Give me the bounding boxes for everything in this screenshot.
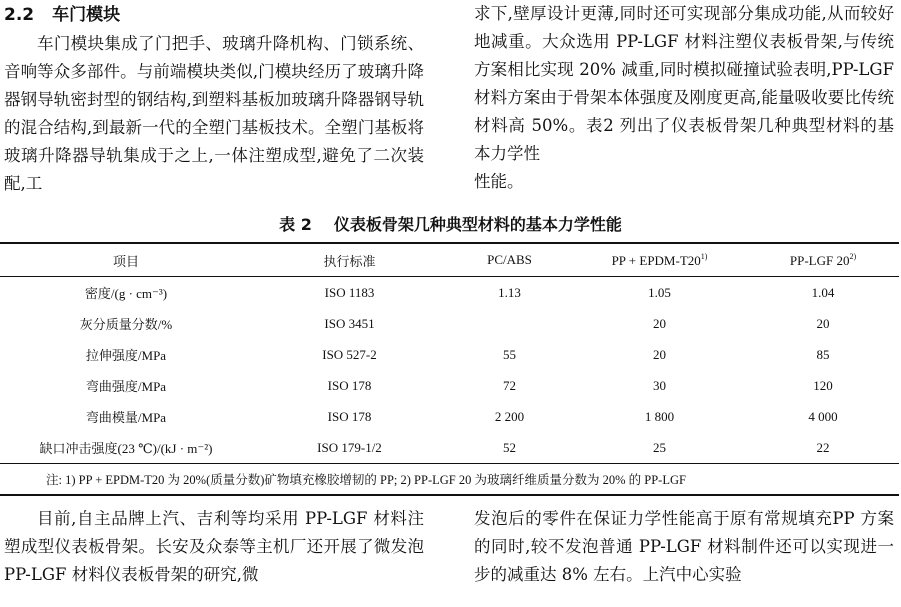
cell-standard: ISO 178 (327, 408, 372, 424)
bottom-right-column (474, 505, 894, 589)
section-title: 车门模块 (52, 5, 121, 25)
table-row (0, 339, 899, 370)
table-header-row (0, 243, 899, 277)
header-pplgf: PP-LGF 20$^{2)}$ (747, 243, 899, 277)
cell-item: 缺口冲击强度(23 ℃)/(kJ · m⁻²) (0, 432, 252, 464)
materials-table (0, 242, 899, 496)
cell-pplgf: 4 000 (808, 408, 838, 424)
cell-pcabs: 2 200 (494, 408, 525, 424)
header-pcabs: PC/ABS (447, 243, 572, 277)
top-right-column (474, 0, 894, 196)
cell-ppepdm: 25 (572, 432, 747, 464)
top-left-column (4, 0, 424, 198)
cell-item: 灰分质量分数/% (79, 317, 173, 332)
cell-standard: ISO 1183 (324, 284, 375, 300)
paragraph-domestic-brands: 目前,自主品牌上汽、吉利等均采用 PP-LGF 材料注塑成型仪表板骨架。长安及众泰等主机厂还开展了微发泡 PP-LGF 材料仪表板骨架的研究,微 (4, 509, 424, 584)
header-standard: 执行标准 (252, 243, 447, 277)
section-number: 2.2 (4, 5, 35, 25)
header-item: 项目 (0, 243, 252, 277)
cell-ppepdm: 1 800 (644, 408, 675, 424)
cell-pcabs (447, 308, 572, 339)
cell-item: 弯曲模量/MPa (85, 410, 167, 425)
section-heading (4, 0, 424, 30)
cell-pcabs: 1.13 (498, 284, 521, 300)
cell-ppepdm: 20 (653, 346, 666, 362)
cell-ppepdm: 20 (653, 315, 666, 331)
table-row (0, 308, 899, 339)
footnote-marker: 1) (700, 251, 708, 261)
cell-standard: ISO 3451 (324, 315, 375, 331)
cell-standard: ISO 179-1/2 (252, 432, 447, 464)
table-note: 注: 1) PP + EPDM-T20 为 20%(质量分数)矿物填充橡胶增韧的 PP; 2) PP-LGF 20 为玻璃纤维质量分数为 20% 的 PP-LGF (0, 464, 899, 496)
cell-pcabs: 72 (503, 377, 516, 393)
paragraph-door-module: 车门模块集成了门把手、玻璃升降机构、门锁系统、音响等众多部件。与前端模块类似,门模块经历了玻璃升降器钢导轨密封型的钢结构,到塑料基板加玻璃升降器钢导轨的混合结构,到最新一代的全塑门基板技术。全塑门基板将玻璃升降器导轨集成于之上,一体注塑成型,避免了二次装配,工 (4, 34, 425, 193)
table-row (0, 370, 899, 401)
table-row (0, 401, 899, 432)
cell-pplgf: 85 (816, 346, 830, 362)
bottom-left-column (4, 505, 424, 589)
table-note-row (0, 464, 899, 496)
table-row (0, 277, 899, 309)
footnote-marker: 2) (849, 251, 857, 261)
table-caption (0, 212, 901, 235)
cell-pcabs: 52 (447, 432, 572, 464)
cell-pcabs: 55 (503, 346, 516, 362)
cell-item: 拉伸强度/MPa (85, 348, 167, 363)
cell-standard: ISO 527-2 (322, 346, 377, 362)
header-ppepdm: PP + EPDM-$T20^{1)}$ (572, 243, 747, 277)
cell-item: 密度/(g · cm⁻³) (84, 286, 168, 301)
cell-pplgf: 1.04 (811, 284, 835, 300)
cell-ppepdm: 30 (653, 377, 666, 393)
paragraph-instrument-panel: 求下,壁厚设计更薄,同时还可实现部分集成功能,从而较好地减重。大众选用 PP-LGF 材料注塑仪表板骨架,与传统方案相比实现 20% 减重,同时模拟碰撞试验表明,PP-LGF 材料方案由于骨架本体强度及刚度更高,能量吸收要比传统材料高 50%。表2 列出了仪表板骨架几种典型材料的基本力学性 性能。 (474, 4, 895, 191)
cell-ppepdm: 1.05 (648, 284, 671, 300)
cell-pplgf: 22 (747, 432, 899, 464)
table-row (0, 432, 899, 464)
cell-pplgf: 120 (813, 377, 833, 393)
cell-pplgf: 20 (816, 315, 830, 331)
cell-item: 弯曲强度/MPa (85, 379, 167, 394)
table-number: 表 2 (279, 215, 312, 234)
table-title: 仪表板骨架几种典型材料的基本力学性能 (333, 215, 622, 234)
cell-standard: ISO 178 (327, 377, 372, 393)
paragraph-microfoam: 发泡后的零件在保证力学性能高于原有常规填充PP 方案的同时,较不发泡普通 PP-LGF 材料制件还可以实现进一步的减重达 8% 左右。上汽中心实验 (474, 509, 895, 584)
